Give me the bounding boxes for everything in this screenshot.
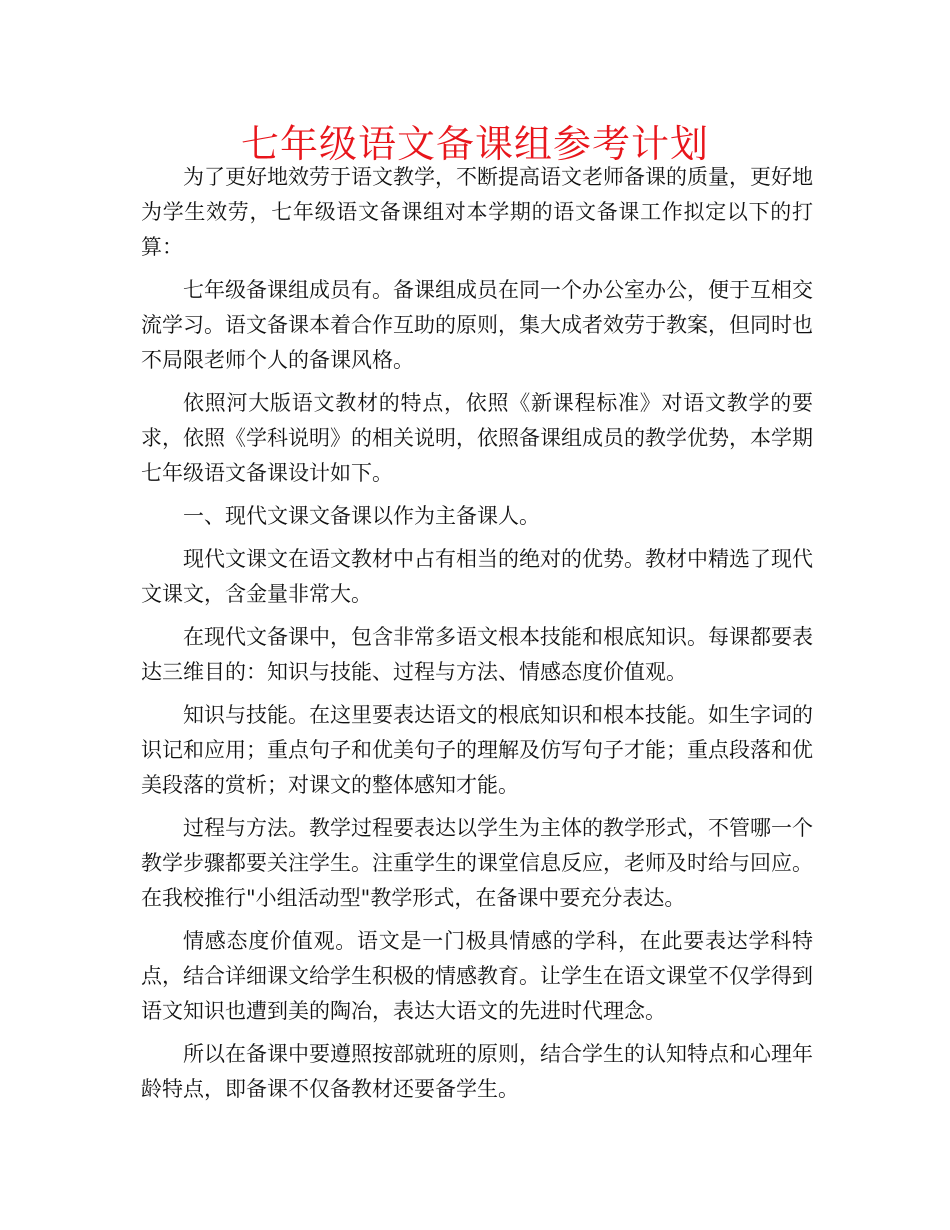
paragraph-modern-texts: 现代文课文在语文教材中占有相当的绝对的优势。教材中精选了现代文课文，含金量非常大。: [141, 547, 813, 606]
document-body: [141, 160, 813, 1115]
paragraph-section-one-heading: 一、现代文课文备课以作为主备课人。: [183, 504, 540, 528]
paragraph-emotion-values: 情感态度价值观。语文是一门极具情感的学科，在此要表达学科特点，结合详细课文给学生积极的情感教育。让学生在语文课堂不仅学得到语文知识也遭到美的陶冶，表达大语文的先进时代理念。: [141, 929, 813, 1023]
paragraph-basis: 依照河大版语文教材的特点，依照《新课程标准》对语文教学的要求，依照《学科说明》的相关说明，依照备课组成员的教学优势，本学期七年级语文备课设计如下。: [141, 391, 813, 485]
paragraph-knowledge-skills: 知识与技能。在这里要表达语文的根底知识和根本技能。如生字词的识记和应用；重点句子和优美句子的理解及仿写句子才能；重点段落和优美段落的赏析；对课文的整体感知才能。: [141, 703, 813, 797]
page-title: 七年级语文备课组参考计划: [240, 122, 709, 166]
paragraph-conclusion: 所以在备课中要遵照按部就班的原则，结合学生的认知特点和心理年龄特点，即备课不仅备教材还要备学生。: [141, 1042, 813, 1101]
paragraph-members: 七年级备课组成员有。备课组成员在同一个办公室办公，便于互相交流学习。语文备课本着合作互助的原则，集大成者效劳于教案，但同时也不局限老师个人的备课风格。: [141, 278, 813, 372]
paragraph-intro: 为了更好地效劳于语文教学，不断提高语文老师备课的质量，更好地为学生效劳，七年级语文备课组对本学期的语文备课工作拟定以下的打算：: [141, 165, 813, 259]
paragraph-three-goals: 在现代文备课中，包含非常多语文根本技能和根底知识。每课都要表达三维目的：知识与技能、过程与方法、情感态度价值观。: [141, 625, 813, 684]
paragraph-process-methods: 过程与方法。教学过程要表达以学生为主体的教学形式，不管哪一个教学步骤都要关注学生。注重学生的课堂信息反应，老师及时给与回应。在我校推行"小组活动型"教学形式，在备课中要充分表达。: [141, 816, 813, 910]
